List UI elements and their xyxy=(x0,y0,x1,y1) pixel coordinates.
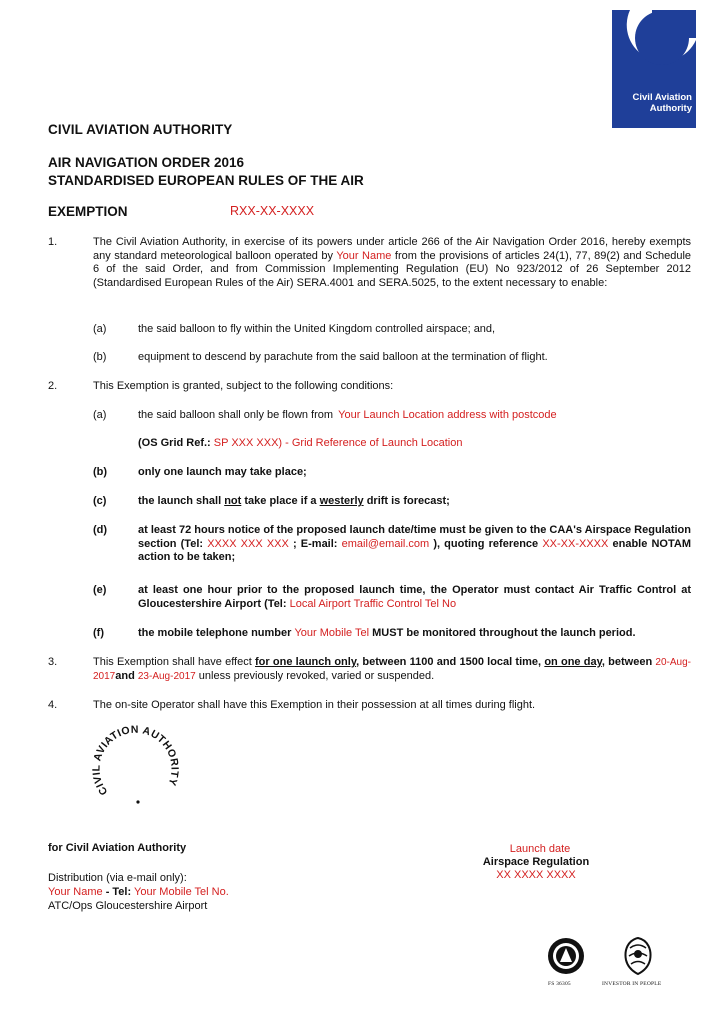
c-not: not xyxy=(224,495,242,507)
para2-a-label: (a) xyxy=(93,409,107,421)
para2-f-text xyxy=(138,627,691,641)
atc-tel: Local Airport Traffic Control Tel No xyxy=(289,597,457,610)
distribution-atc: ATC/Ops Gloucestershire Airport xyxy=(48,900,208,912)
date-value: XX XXXX XXXX xyxy=(496,869,576,881)
airspace-regulation: Airspace Regulation xyxy=(482,856,590,868)
para2-f-label: (f) xyxy=(93,627,104,639)
d-text-2: ; E-mail: xyxy=(292,537,338,550)
d-text-3: ), quoting reference xyxy=(433,537,539,550)
grid-ref-label: (OS Grid Ref.: xyxy=(138,437,211,449)
para1-a-text: the said balloon to fly within the United Kingdom controlled airspace; and, xyxy=(138,323,496,335)
launch-location: Your Launch Location address with postcode xyxy=(338,409,557,421)
fs-certificate: FS 36305 xyxy=(548,981,571,987)
investor-in-people-caption: INVESTOR IN PEOPLE xyxy=(602,981,662,987)
p3-t1: This Exemption shall have effect xyxy=(93,656,252,668)
para2-a-text xyxy=(138,409,691,423)
para1-b-text: equipment to descend by parachute from the said balloon at the termination of flight. xyxy=(138,351,548,363)
para1-a-label: (a) xyxy=(93,323,107,335)
para1-number: 1. xyxy=(48,236,58,248)
para2-b-text: only one launch may take place; xyxy=(138,466,307,478)
exemption-number: RXX-XX-XXXX xyxy=(230,204,315,218)
para2-a-lead: the said balloon shall only be flown from xyxy=(138,409,334,421)
para2-text: This Exemption is granted, subject to the following conditions: xyxy=(93,380,394,392)
e-text: at least one hour prior to the proposed launch time, the Operator must contact Air Traffic Control at Gloucestershire Airport (Tel: xyxy=(138,584,691,610)
p3-t8: unless previously revoked, varied or suspended. xyxy=(198,669,435,682)
para3-text xyxy=(93,656,691,683)
reference-number: XX-XX-XXXX xyxy=(542,537,609,550)
para2-c-text xyxy=(138,495,691,509)
org-heading: CIVIL AVIATION AUTHORITY xyxy=(48,122,233,137)
distribution-tel: Your Mobile Tel No. xyxy=(134,886,229,898)
para4-text: The on-site Operator shall have this Exemption in their possession at all times during flight. xyxy=(93,699,536,711)
exemption-label: EXEMPTION xyxy=(48,204,128,219)
caa-tel: XXXX XXX XXX xyxy=(207,537,289,550)
c-text-1: the launch shall xyxy=(138,495,222,507)
operator-name: Your Name xyxy=(336,249,392,262)
p3-one-day: on one day xyxy=(544,656,602,668)
para1-b-label: (b) xyxy=(93,351,107,363)
para3-number: 3. xyxy=(48,656,58,668)
distribution-name: Your Name xyxy=(48,886,103,898)
rules-heading: STANDARDISED EUROPEAN RULES OF THE AIR xyxy=(48,173,364,188)
p3-one-launch: for one launch only xyxy=(255,656,357,668)
f-text-1: the mobile telephone number xyxy=(138,627,292,639)
bsi-kitemark-icon xyxy=(546,936,586,976)
caa-logo xyxy=(612,10,696,128)
p3-t3: , between 1100 and 1500 local time, xyxy=(356,656,542,668)
mobile-tel: Your Mobile Tel xyxy=(294,627,370,639)
para2-c-label: (c) xyxy=(93,495,107,507)
logo-text-line1: Civil Aviation xyxy=(632,92,692,103)
para4-number: 4. xyxy=(48,699,58,711)
for-caa: for Civil Aviation Authority xyxy=(48,842,187,854)
launch-date-label: Launch date xyxy=(509,843,571,855)
distribution-tel-label: - Tel: xyxy=(105,886,132,898)
para2-e-text xyxy=(138,584,691,611)
p3-t6: between xyxy=(608,656,653,668)
c-text-2: take place if a xyxy=(244,495,317,507)
d-text-1: at least 72 hours notice of the proposed launch date/time must be given to the CAA's Airspace Regulation section (Tel: xyxy=(138,524,691,550)
svg-text:CIVIL AVIATION AUTHORITY xyxy=(90,724,180,797)
caa-seal-stamp xyxy=(70,722,186,808)
end-date: 23-Aug-2017 xyxy=(137,670,196,682)
para2-b-label: (b) xyxy=(93,466,108,478)
distribution-line-1 xyxy=(48,886,229,900)
c-westerly: westerly xyxy=(319,495,364,507)
para1-text-a: The Civil Aviation Authority, in exercise of its powers under article 266 of the Air Navigation Order 2016, hereby exempts any standard meteorological balloon operated by xyxy=(93,236,691,262)
para2-e-label: (e) xyxy=(93,584,107,596)
c-text-3: drift is forecast; xyxy=(366,495,450,507)
para2-d-text xyxy=(138,524,691,565)
logo-text-line2: Authority xyxy=(649,103,692,114)
p3-t5: , xyxy=(601,656,605,668)
f-text-2: MUST be monitored throughout the launch period. xyxy=(372,627,636,639)
para2-number: 2. xyxy=(48,380,58,392)
start-date: 20-Aug-2017 xyxy=(93,657,691,682)
grid-reference xyxy=(138,437,691,451)
order-heading: AIR NAVIGATION ORDER 2016 xyxy=(48,155,245,170)
distribution-label: Distribution (via e-mail only): xyxy=(48,872,187,884)
para2-d-label: (d) xyxy=(93,524,108,536)
seal-text: CIVIL AVIATION AUTHORITY xyxy=(90,723,181,798)
d-text-4: enable NOTAM action to be taken; xyxy=(138,537,691,563)
p3-t7: and xyxy=(115,669,135,682)
investor-in-people-icon xyxy=(618,934,658,978)
caa-email[interactable]: email@email.com xyxy=(341,537,430,550)
para1-text-b: from the provisions of articles 24(1), 77, 89(2) and Schedule 6 of the said Order, and from Commission Implementing Regulation (EU) No 923/2012 of 26 September 2012 (Standardised European Rules of the Air) SERA.4001 and SERA.5025, to the extent necessary to enable: xyxy=(93,249,692,289)
grid-ref-value: SP XXX XXX) - Grid Reference of Launch Location xyxy=(213,437,463,449)
para1-text xyxy=(93,236,691,290)
